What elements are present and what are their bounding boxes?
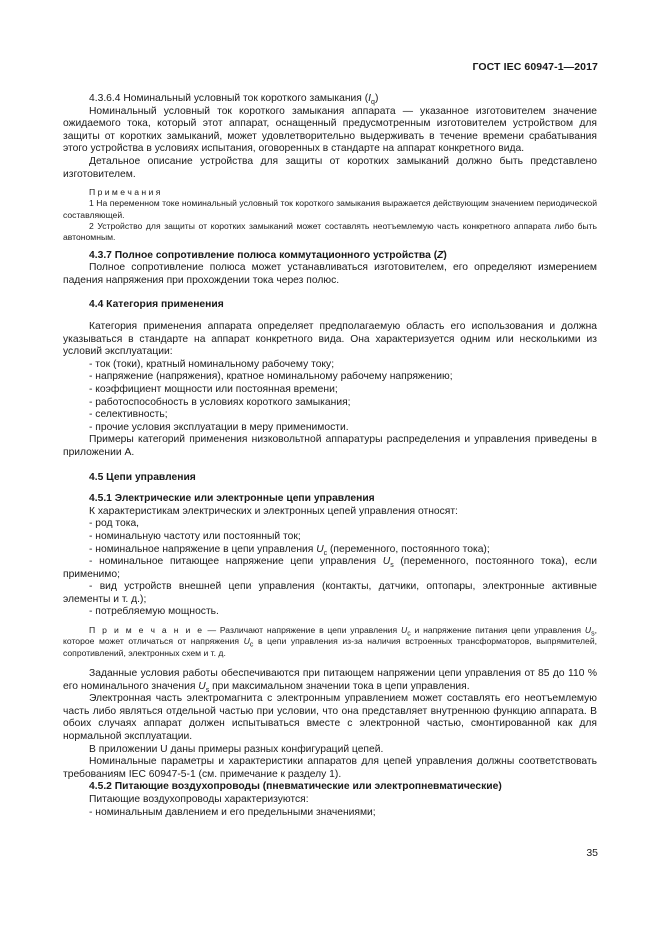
section-4-3-6-4-paragraph-1: Номинальный условный ток короткого замыкания аппарата — указанное изготовителем значение ожидаемого тока, который этот аппарат, оснащенный предусмотренным изготовителем устройством для защиты от коротких замыканий, может удовлетворительно выдерживать в течение времени срабатывания этого устройства в условиях испытания, оговоренных в стандарте на аппарат конкретного вида.: [63, 105, 597, 155]
section-4-5-1-intro: К характеристикам электрических и электронных цепей управления относят:: [89, 505, 458, 517]
section-4-5-1-heading: 4.5.1 Электрические или электронные цепи управления: [89, 493, 375, 505]
section-4-4-heading: 4.4 Категория применения: [89, 299, 224, 311]
page-number: 35: [586, 847, 598, 859]
section-4-5-1-paragraph-3: В приложении U даны примеры разных конфигураций цепей.: [89, 743, 384, 755]
list-item: - селективность;: [63, 409, 597, 422]
section-4-4-paragraph-1: Категория применения аппарата определяет предполагаемую область его использования и должна указываться в стандарте на аппарат конкретного вида. Она характеризуется одним или несколькими из условий эксплуатации:: [63, 321, 597, 358]
note-1: 1 На переменном токе номинальный условный ток короткого замыкания выражается действующим значением периодической составляющей.: [63, 198, 597, 220]
list-item: - ток (токи), кратный номинальному рабочему току;: [63, 359, 597, 372]
list-item: - номинальное напряжение в цепи управления $U_c$ (переменного, постоянного тока);: [63, 544, 597, 557]
list-item: - номинальным давлением и его предельными значениями;: [63, 807, 597, 820]
list-item: - работоспособность в условиях короткого замыкания;: [63, 397, 597, 410]
section-4-5-1-paragraph-2: Электронная часть электромагнита с электронным управлением может составлять его неотъемлемую часть либо являться отдельной частью при условии, что она представляет внутреннюю функцию аппарата. В обоих случаях аппарат должен испытываться вместе с электронной частью, смонтированной как для нормальной эксплуатации.: [63, 693, 597, 742]
section-4-5-2-intro: Питающие воздухопроводы характеризуются:: [89, 793, 309, 805]
note-2: 2 Устройство для защиты от коротких замыканий может составлять неотъемлемую часть конкретного аппарата либо быть автономным.: [63, 221, 597, 243]
section-4-4-paragraph-2: Примеры категорий применения низковольтной аппаратуры распределения и управления приведены в приложении А.: [63, 434, 597, 458]
notes-title: П р и м е ч а н и я: [89, 187, 161, 198]
list-item: - вид устройств внешней цепи управления (контакты, датчики, оптопары, электронные активные элементы и т. д.);: [63, 581, 597, 605]
section-4-3-7-heading: 4.3.7 Полное сопротивление полюса коммутационного устройства (Z): [89, 249, 447, 261]
list-item: - номинальную частоту или постоянный ток;: [63, 531, 597, 544]
list-item: - род тока,: [63, 518, 597, 531]
standard-header: ГОСТ IEC 60947-1—2017: [472, 61, 598, 73]
list-item: - потребляемую мощность.: [63, 606, 597, 619]
section-4-3-6-4-heading: 4.3.6.4 Номинальный условный ток короткого замыкания $(I_q)$: [89, 93, 379, 107]
document-body: [63, 93, 597, 819]
section-4-5-1-paragraph-4: Номинальные параметры и характеристики аппаратов для цепей управления должны соответствовать требованиям IEC 60947-5-1 (см. примечание к разделу 1).: [63, 756, 597, 780]
section-4-3-6-4-paragraph-2: Детальное описание устройства для защиты от коротких замыканий должно быть представлено изготовителем.: [63, 155, 597, 180]
note-control-voltage: П р и м е ч а н и е — Различают напряжение в цепи управления $U_c$ и напряжение питания цепи управления $U_s$, которое может отличаться от напряжения $U_c$ в цепи управления из-за наличия встроенных трансформаторов, выпрямителей, сопротивлений, электронных схем и т. д.: [63, 625, 598, 658]
section-4-5-heading: 4.5 Цепи управления: [89, 471, 196, 483]
list-item: - прочие условия эксплуатации в меру применимости.: [63, 422, 597, 435]
section-4-5-1-paragraph-1: Заданные условия работы обеспечиваются при питающем напряжении цепи управления от 85 до 110 % его номинального значения $U_s$ при максимальном значении тока в цепи управления.: [63, 667, 597, 694]
section-4-5-2-heading: 4.5.2 Питающие воздухопроводы (пневматические или электропневматические): [89, 781, 502, 793]
list-item: - напряжение (напряжения), кратное номинальному рабочему напряжению;: [63, 371, 597, 384]
section-4-3-7-paragraph: Полное сопротивление полюса может устанавливаться изготовителем, его определяют измерением падения напряжения при прохождении тока через полюс.: [63, 262, 597, 286]
list-item: - номинальное питающее напряжение цепи управления $U_s$ (переменного, постоянного тока), если применимо;: [63, 556, 597, 580]
list-item: - коэффициент мощности или постоянная времени;: [63, 384, 597, 397]
